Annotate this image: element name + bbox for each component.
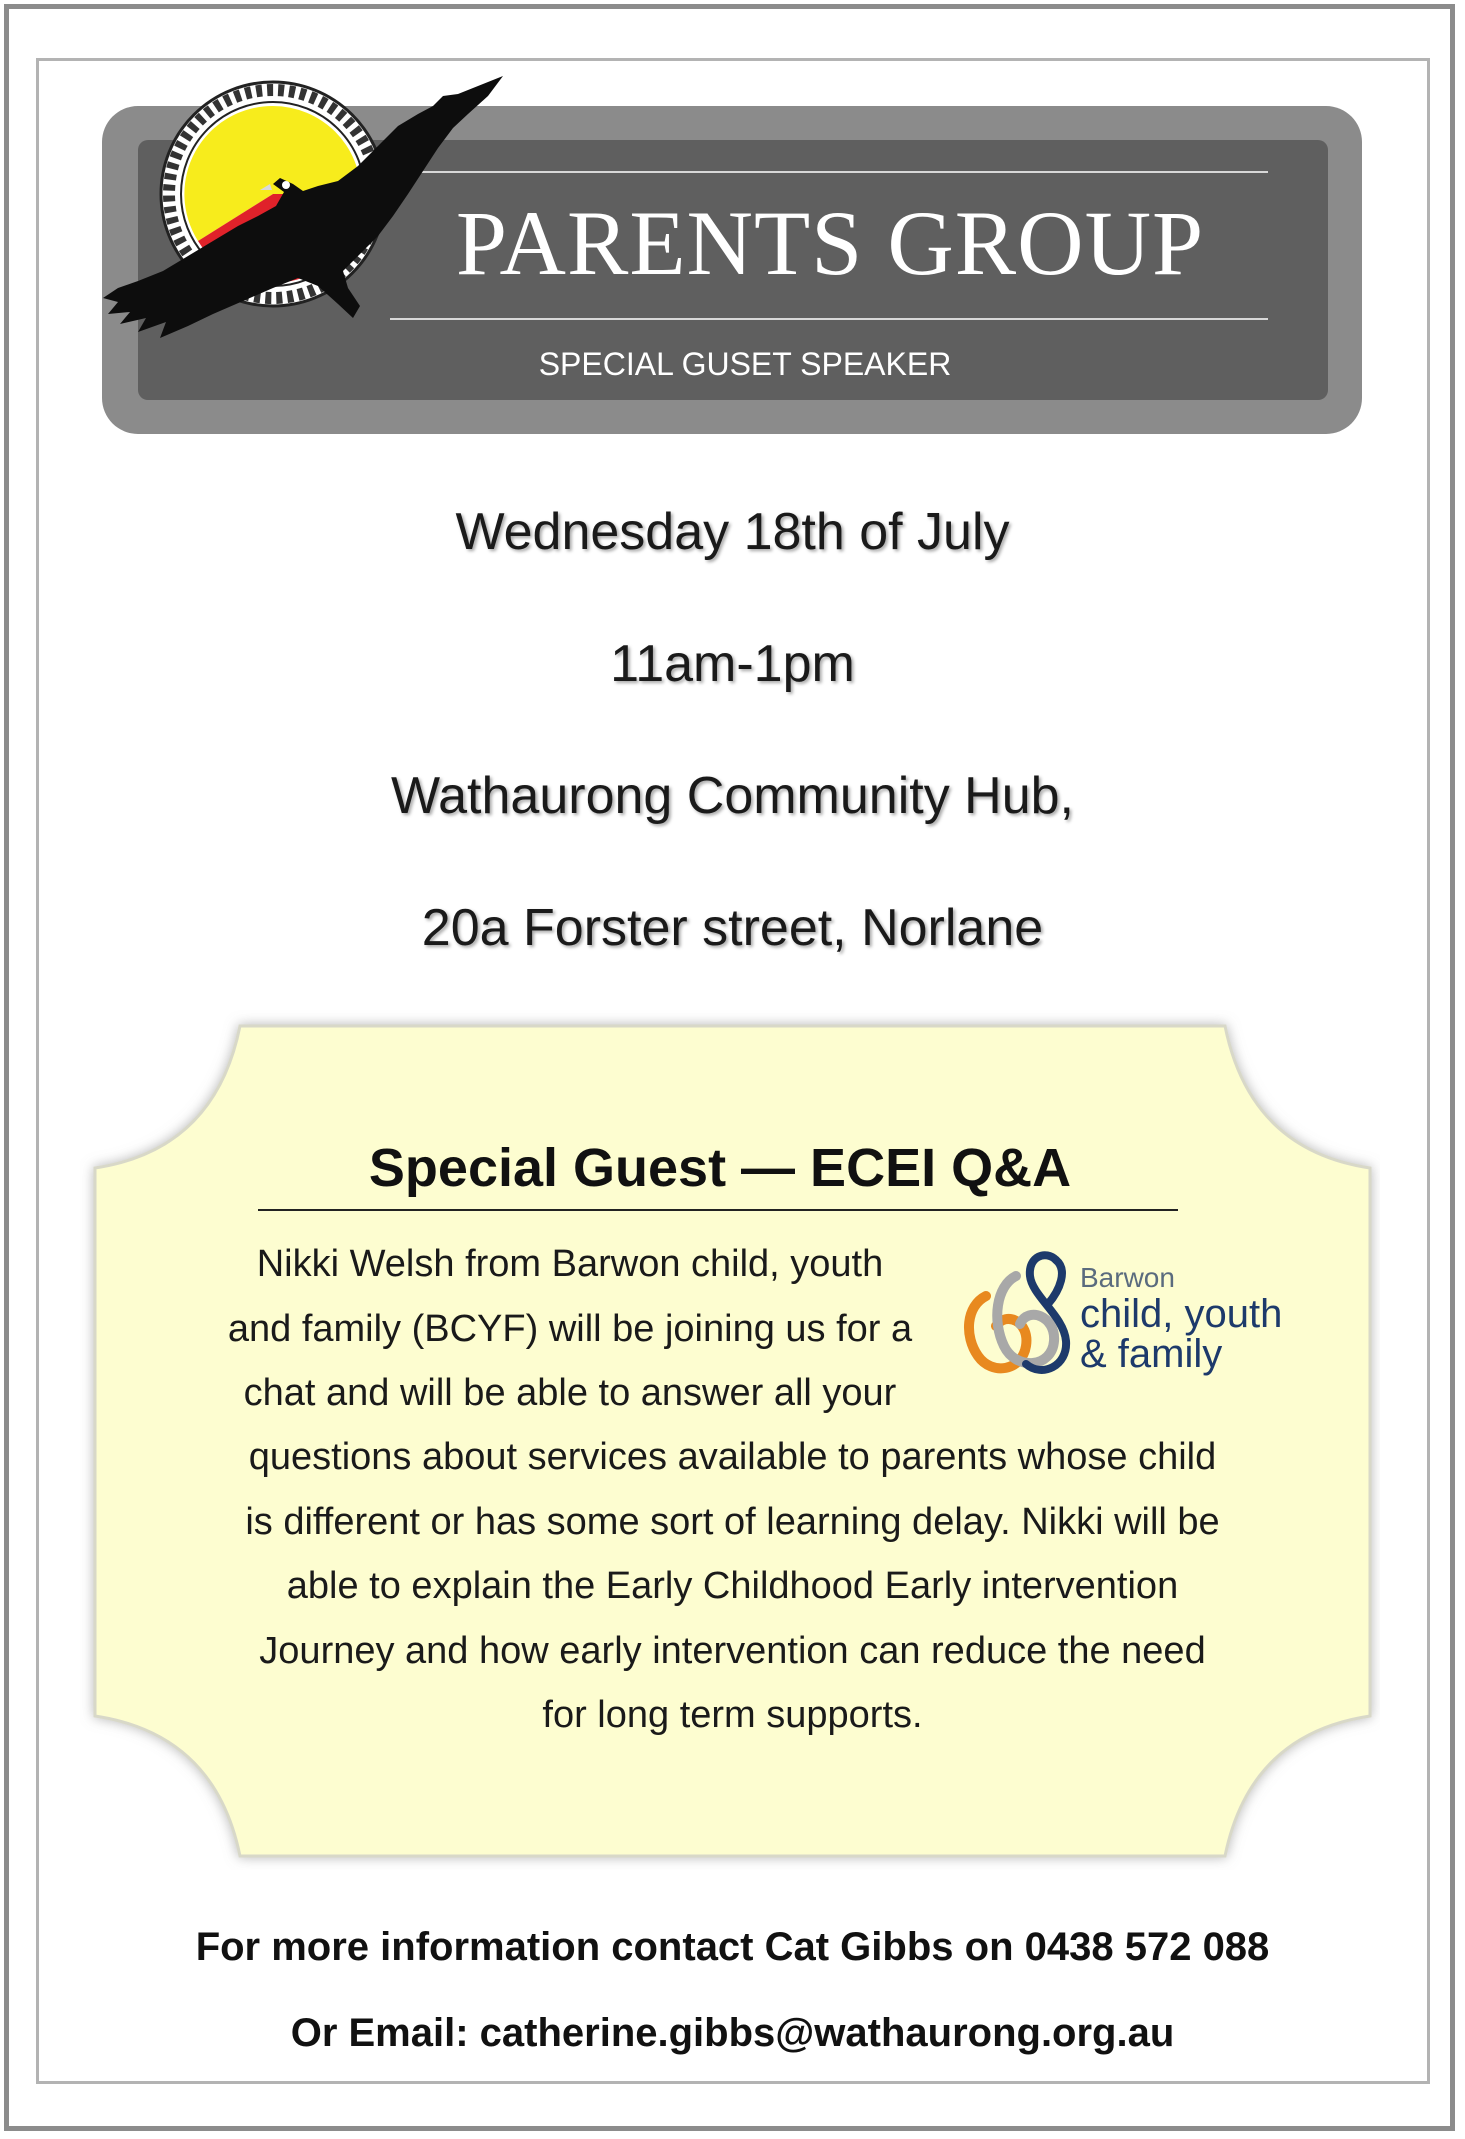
guest-body-line: questions about services available to parents whose child — [248, 1436, 1217, 1478]
guest-body-line: is different or has some sort of learning delay. Nikki will be — [245, 1500, 1220, 1543]
bcyf-logo-name — [1080, 1294, 1310, 1374]
guest-heading-rule — [258, 1209, 1178, 1211]
banner-subtitle: SPECIAL GUSET SPEAKER — [538, 346, 952, 382]
guest-body-details — [190, 1425, 1275, 1748]
guest-body-line: and family (BCYF) will be joining us for a — [227, 1307, 913, 1350]
contact-email: Or Email: catherine.gibbs@wathaurong.org.au — [290, 2011, 1175, 2055]
eagle-logo-icon — [48, 66, 508, 366]
guest-body-line: Nikki Welsh from Barwon child, youth — [256, 1243, 884, 1285]
contact-phone: For more information contact Cat Gibbs on 0438 572 088 — [195, 1925, 1270, 1969]
banner-bottom-rule — [390, 318, 1268, 320]
guest-heading: Special Guest — ECEI Q&A — [368, 1138, 1072, 1198]
guest-body-line: able to explain the Early Childhood Early intervention — [286, 1565, 1179, 1607]
event-date: Wednesday 18th of July — [455, 503, 1010, 561]
event-venue: Wathaurong Community Hub, — [390, 767, 1075, 825]
page-title: PARENTS GROUP — [455, 192, 1205, 294]
guest-body-line: chat and will be able to answer all your — [243, 1372, 897, 1414]
banner-top-rule — [390, 171, 1268, 173]
guest-body-line: Journey and how early intervention can reduce the need — [259, 1629, 1206, 1672]
event-time: 11am-1pm — [610, 635, 855, 693]
guest-body-intro — [200, 1232, 940, 1426]
event-address: 20a Forster street, Norlane — [421, 899, 1044, 957]
bcyf-logo-region: Barwon — [1080, 1262, 1175, 1293]
guest-body-line: for long term supports. — [542, 1694, 923, 1736]
bcyf-logo-name-line: child, youth — [1080, 1292, 1283, 1336]
bcyf-logo-name-line: & family — [1080, 1332, 1223, 1376]
